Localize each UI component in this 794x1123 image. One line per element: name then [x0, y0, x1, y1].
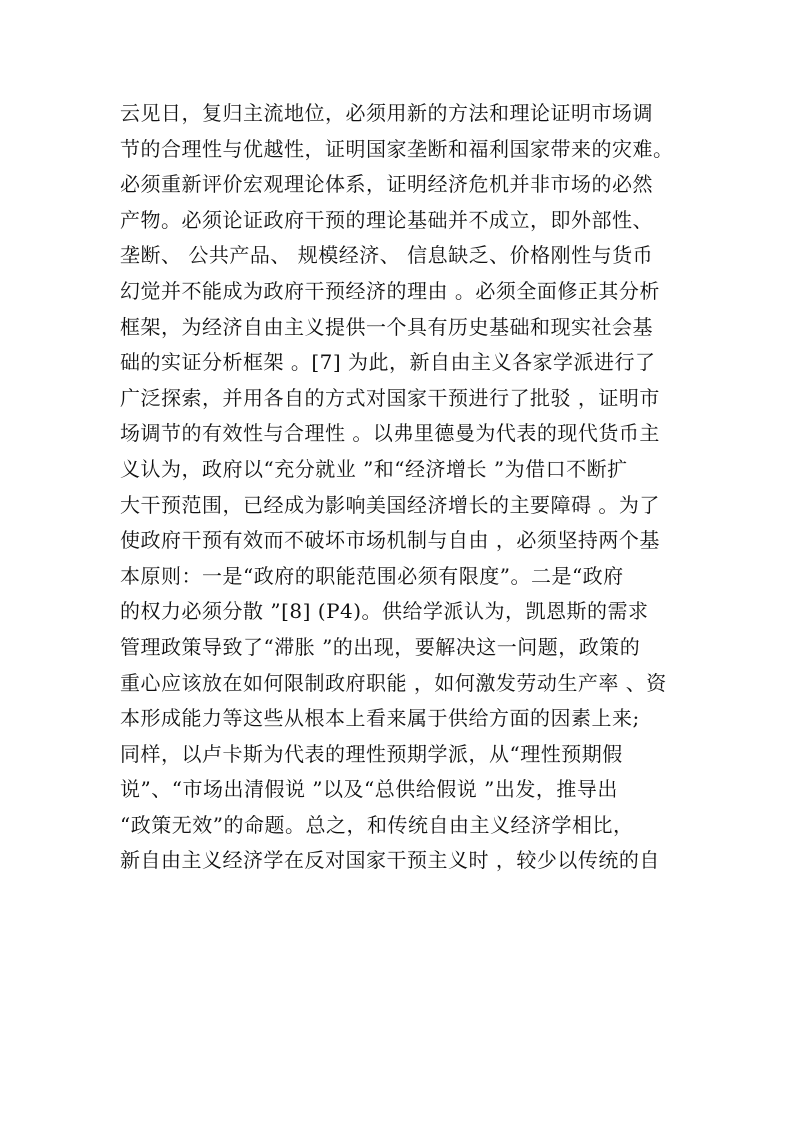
- body-paragraph: [120, 96, 700, 879]
- text-line: 管理政策导致了“滞胀 ”的出现，要解决这一问题，政策的: [120, 634, 641, 659]
- text-line: 义认为，政府以“充分就业 ”和“经济增长 ”为借口不断扩: [120, 456, 628, 481]
- text-line: 云见日，复归主流地位，必须用新的方法和理论证明市场调: [120, 101, 653, 125]
- text-line: 幻觉并不能成为政府干预经济的理由 。必须全面修正其分析: [120, 278, 660, 303]
- text-line: 框架，为经济自由主义提供一个具有历史基础和现实社会基: [120, 314, 653, 339]
- text-line: 必须重新评价宏观理论体系，证明经济危机并非市场的必然: [120, 172, 653, 197]
- text-line: 大干预范围，已经成为影响美国经济增长的主要障碍 。为了: [120, 492, 660, 517]
- text-line: 垄断、 公共产品、 规模经济、 信息缺乏、价格刚性与货币: [120, 243, 654, 268]
- text-line: 础的实证分析框架 。[7] 为此，新自由主义各家学派进行了: [120, 350, 656, 375]
- text-line: 使政府干预有效而不破坏市场机制与自由 ，必须坚持两个基: [120, 528, 660, 553]
- text-line: 广泛探索，并用各自的方式对国家干预进行了批驳 ，证明市: [120, 385, 660, 410]
- text-line: 的权力必须分散 ”[8] (P4)。供给学派认为，凯恩斯的需求: [120, 599, 649, 624]
- text-line: 同样，以卢卡斯为代表的理性预期学派，从“理性预期假: [120, 741, 623, 766]
- text-line: 节的合理性与优越性，证明国家垄断和福利国家带来的灾难。: [120, 136, 674, 161]
- text-line: 本原则：一是“政府的职能范围必须有限度”。二是“政府: [120, 563, 624, 588]
- text-line: 说”、“市场出清假说 ”以及“总供给假说 ”出发，推导出: [120, 777, 618, 802]
- text-line: 重心应该放在如何限制政府职能 ，如何激发劳动生产率 、资: [120, 670, 667, 695]
- text-line: 场调节的有效性与合理性 。以弗里德曼为代表的现代货币主: [120, 421, 660, 446]
- text-line: 新自由主义经济学在反对国家干预主义时 ，较少以传统的自: [120, 848, 660, 873]
- text-line: 产物。必须论证政府干预的理论基础并不成立，即外部性、: [120, 207, 653, 232]
- text-line: “政策无效”的命题。总之，和传统自由主义经济学相比，: [120, 812, 634, 837]
- text-line: 本形成能力等这些从根本上看来属于供给方面的因素上来;: [120, 706, 640, 731]
